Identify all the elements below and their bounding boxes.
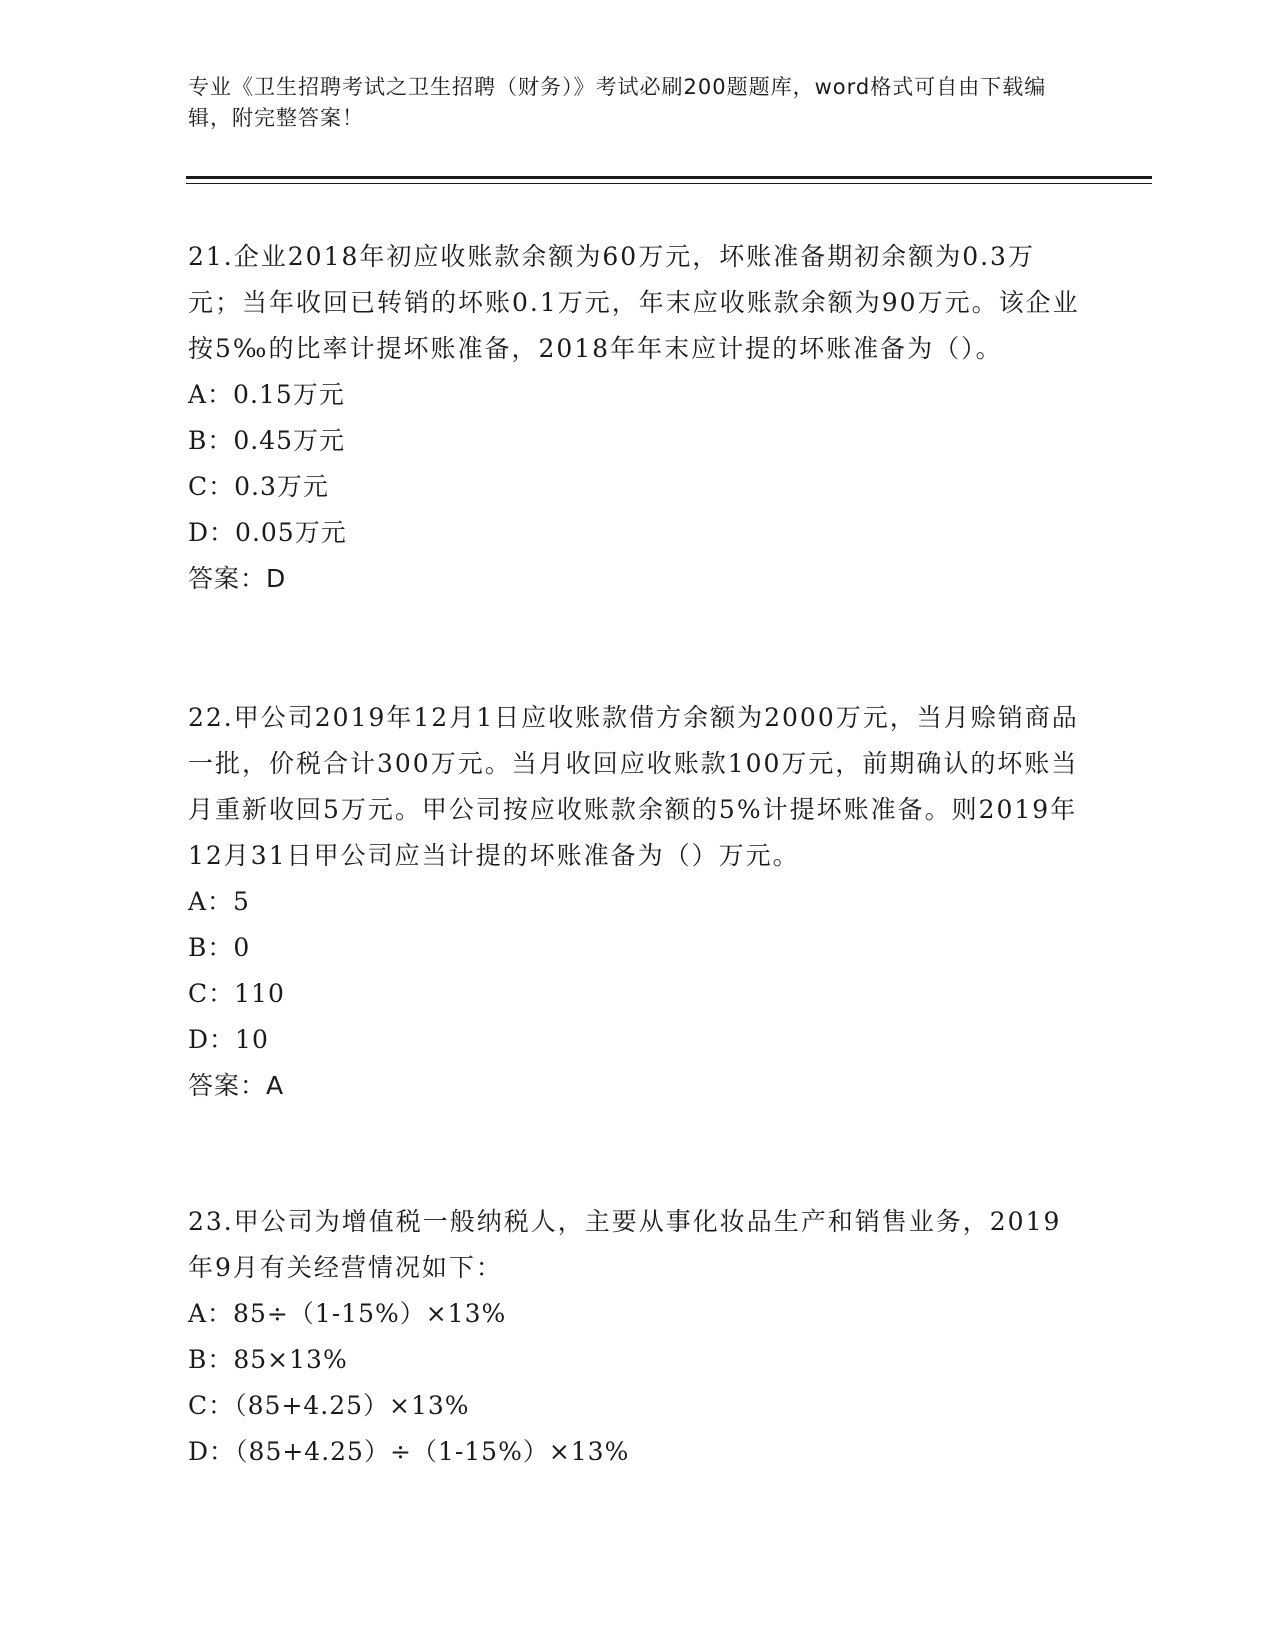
answer-line: 答案：A (188, 1071, 285, 1100)
option-a: A：0.15万元 (188, 380, 345, 409)
question-stem: 22.甲公司2019年12月1日应收账款借方余额为2000万元，当月赊销商品一批，价税合计300万元。当月收回应收账款100万元，前期确认的坏账当月重新收回5万元。甲公司按应收账款余额的5%计提坏账准备。则2019年12月31日甲公司应当计提的坏账准备为（）万元。 (188, 703, 1079, 870)
option-b: B：0 (188, 933, 251, 962)
option-d: D：10 (188, 1025, 269, 1054)
answer-line: 答案：D (188, 564, 287, 593)
option-a: A：5 (188, 887, 250, 916)
option-d: D：（85+4.25）÷（1-15%）×13% (188, 1437, 630, 1466)
header-divider-thin (186, 183, 1152, 184)
document-header: 专业《卫生招聘考试之卫生招聘（财务）》考试必刷200题题库，word格式可自由下载编辑，附完整答案！ (188, 75, 1047, 130)
option-c: C：0.3万元 (188, 472, 329, 501)
option-a: A：85÷（1-15%）×13% (188, 1299, 507, 1328)
option-b: B：85×13% (188, 1345, 348, 1374)
question-23 (188, 1199, 1088, 1475)
question-stem: 23.甲公司为增值税一般纳税人，主要从事化妆品生产和销售业务，2019年9月有关经营情况如下： (188, 1207, 1062, 1282)
question-stem: 21.企业2018年初应收账款余额为60万元，坏账准备期初余额为0.3万元；当年收回已转销的坏账0.1万元，年末应收账款余额为90万元。该企业按5‰的比率计提坏账准备，2018年年末应计提的坏账准备为（）。 (188, 242, 1080, 363)
option-c: C：（85+4.25）×13% (188, 1391, 470, 1420)
question-22 (188, 695, 1088, 1109)
question-21 (188, 234, 1088, 602)
option-c: C：110 (188, 979, 285, 1008)
header-divider-thick (186, 176, 1152, 179)
option-b: B：0.45万元 (188, 426, 346, 455)
option-d: D：0.05万元 (188, 518, 347, 547)
